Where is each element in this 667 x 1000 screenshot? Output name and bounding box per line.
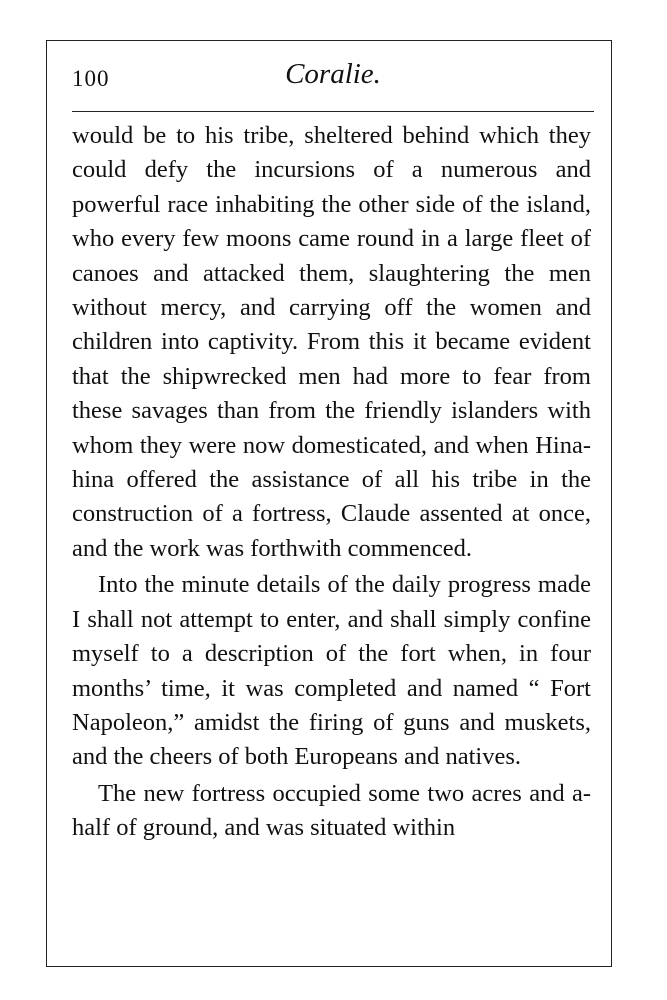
paragraph-3: The new fortress occupied some two acres and a-half of ground, and was situated within bbox=[72, 779, 591, 842]
paragraph-2: Into the minute details of the daily progress made I shall not attempt to enter, and shall simply confine myself to a description of the fort when, in four months’ time, it was completed and named “ Fort Napoleon,” amidst the firing of guns and muskets, and the cheers of both Europeans and natives. bbox=[72, 571, 591, 771]
page-number: 100 bbox=[72, 66, 110, 91]
header-rule bbox=[72, 111, 594, 112]
paragraph-1: would be to his tribe, sheltered behind which they could defy the incursions of a numerous and powerful race inhabiting the other side of the island, who every few moons came round in a large fleet of canoes and attacked them, slaughtering the men without mercy, and carrying off the women and children into captivity. From this it became evident that the shipwrecked men had more to fear from these savages than from the friendly islanders with whom they were now domesticated, and when Hina-hina offered the assistance of all his tribe in the construction of a fortress, Claude assented at once, and the work was forthwith commenced. bbox=[72, 122, 591, 562]
running-head bbox=[72, 58, 594, 102]
page-title: Coralie. bbox=[285, 58, 381, 90]
body-text bbox=[72, 119, 591, 846]
